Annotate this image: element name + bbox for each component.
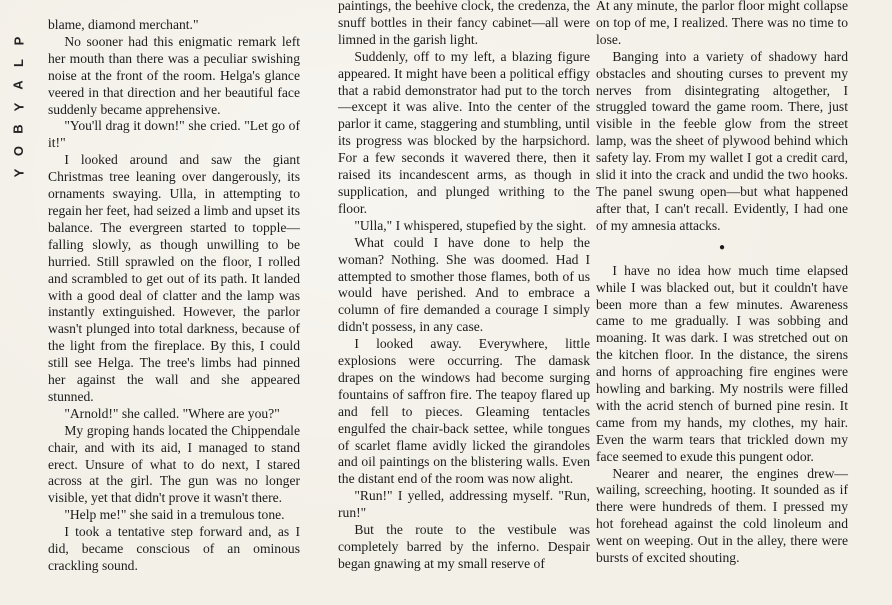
paragraph: I took a tentative step forward and, as I did, became conscious of an ominous crackling sound.	[48, 524, 300, 573]
text-column-3	[596, 0, 848, 567]
paragraph: "Help me!" she said in a tremulous tone.	[64, 507, 285, 523]
section-break-bullet-icon: ●	[718, 241, 726, 253]
paragraph: paintings, the beehive clock, the credenza, the snuff bottles in their fancy cabinet—all were limned in the garish light.	[338, 0, 590, 47]
paragraph: I looked away. Everywhere, little explosions were occurring. The damask drapes on the windows had become surging fountains of saffron fire. The teapoy flared up and fell to pieces. Gleaming tentacles engulfed the chair-back settee, while tongues of scarlet flame avidly licked the girandoles and oil paintings on the blistering walls. Even the distant end of the room was now alight.	[338, 336, 590, 487]
paragraph: I have no idea how much time elapsed while I was blacked out, but it couldn't have been more than a few minutes. Awareness came to me gradually. I was sobbing and moaning. It was dark. I was stretched out on the kitchen floor. In the distance, the sirens and horns of approaching fire engines were howling and barking. My nostrils were filled with the acrid stench of burned pine resin. It came from my hands, my clothes, my hair. Even the warm tears that trickled down my face seemed to exude this pungent odor.	[596, 262, 848, 464]
running-head-letter: L	[10, 59, 26, 67]
paragraph: At any minute, the parlor floor might collapse on top of me, I realized. There was no time to lose.	[596, 0, 848, 47]
paragraph: I looked around and saw the giant Christmas tree leaning over dangerously, its ornaments swaying. Ulla, in attempting to regain her feet, had seized a limb and upset its balance. The evergreen started to topple—falling slowly, as though unwilling to be hurried. Still sprawled on the floor, I rolled and scrambled to get out of its path. It landed with a good deal of clatter and the lamp was instantly extinguished. However, the parlor wasn't plunged into total darkness, because of the light from the fireplace. By this, I could still see Helga. The tree's limbs had pinned her against the wall and she appeared stunned.	[48, 152, 300, 404]
paragraph: "Run!" I yelled, addressing myself. "Run, run!"	[338, 488, 590, 521]
running-head-letter: A	[10, 80, 26, 90]
running-head-letter: B	[10, 124, 26, 134]
running-head-letter: O	[11, 145, 26, 157]
paragraph: "Ulla," I whispered, stupefied by the sight.	[354, 217, 587, 233]
paragraph: Nearer and nearer, the engines drew—wailing, screeching, hooting. It sounded as if there were hundreds of them. I pressed my hot forehead against the cold linoleum and went on weeping. Out in the alley, there were bursts of excited shouting.	[596, 465, 848, 566]
paragraph: My groping hands located the Chippendale chair, and with its aid, I managed to stand erect. Unsure of what to do next, I stared across at the girl. The gun was no longer visible, yet that didn't prove it wasn't there.	[48, 422, 300, 506]
paragraph: "Arnold!" she called. "Where are you?"	[64, 405, 280, 421]
running-head-letter: P	[10, 36, 26, 46]
paragraph: No sooner had this enigmatic remark left her mouth than there was a peculiar swishing noise at the front of the room. Helga's glance veered in that direction and her beautiful face suddenly became apprehensive.	[48, 33, 300, 117]
running-head-letter: Y	[10, 102, 26, 112]
paragraph: Banging into a variety of shadowy hard obstacles and shouting curses to prevent my nerves from disintegrating altogether, I struggled toward the game room. There, just visible in the feeble glow from the street lamp, was the sheet of plywood behind which safety lay. From my wallet I got a credit card, slid it into the crack and undid the two hooks. The panel swung open—but what happened after that, I can't recall. Evidently, I had one of my amnesia attacks.	[596, 48, 848, 233]
text-column-2	[338, 0, 590, 573]
running-head	[10, 30, 28, 190]
paragraph: But the route to the vestibule was completely barred by the inferno. Despair began gnawing at my small reserve of	[338, 522, 590, 571]
running-head-letter: Y	[10, 168, 26, 178]
paragraph: blame, diamond merchant."	[48, 17, 199, 32]
paragraph: Suddenly, off to my left, a blazing figure appeared. It might have been a political effigy that a rabid demonstrator had put to the torch—except it was alive. Into the center of the parlor it came, staggering and stumbling, until its progress was blocked by the harpsichord. For a few seconds it wavered there, then it raised its incandescent arms, as though in supplication, and plunged writhing to the floor.	[338, 48, 590, 216]
paragraph: "You'll drag it down!" she cried. "Let go of it!"	[48, 118, 300, 151]
paragraph: What could I have done to help the woman? Nothing. She was doomed. Had I attempted to smother those flames, both of us would have perished. And to embrace a column of fire demanded a courage I simply didn't possess, in any case.	[338, 234, 590, 335]
text-column-1	[48, 17, 300, 575]
